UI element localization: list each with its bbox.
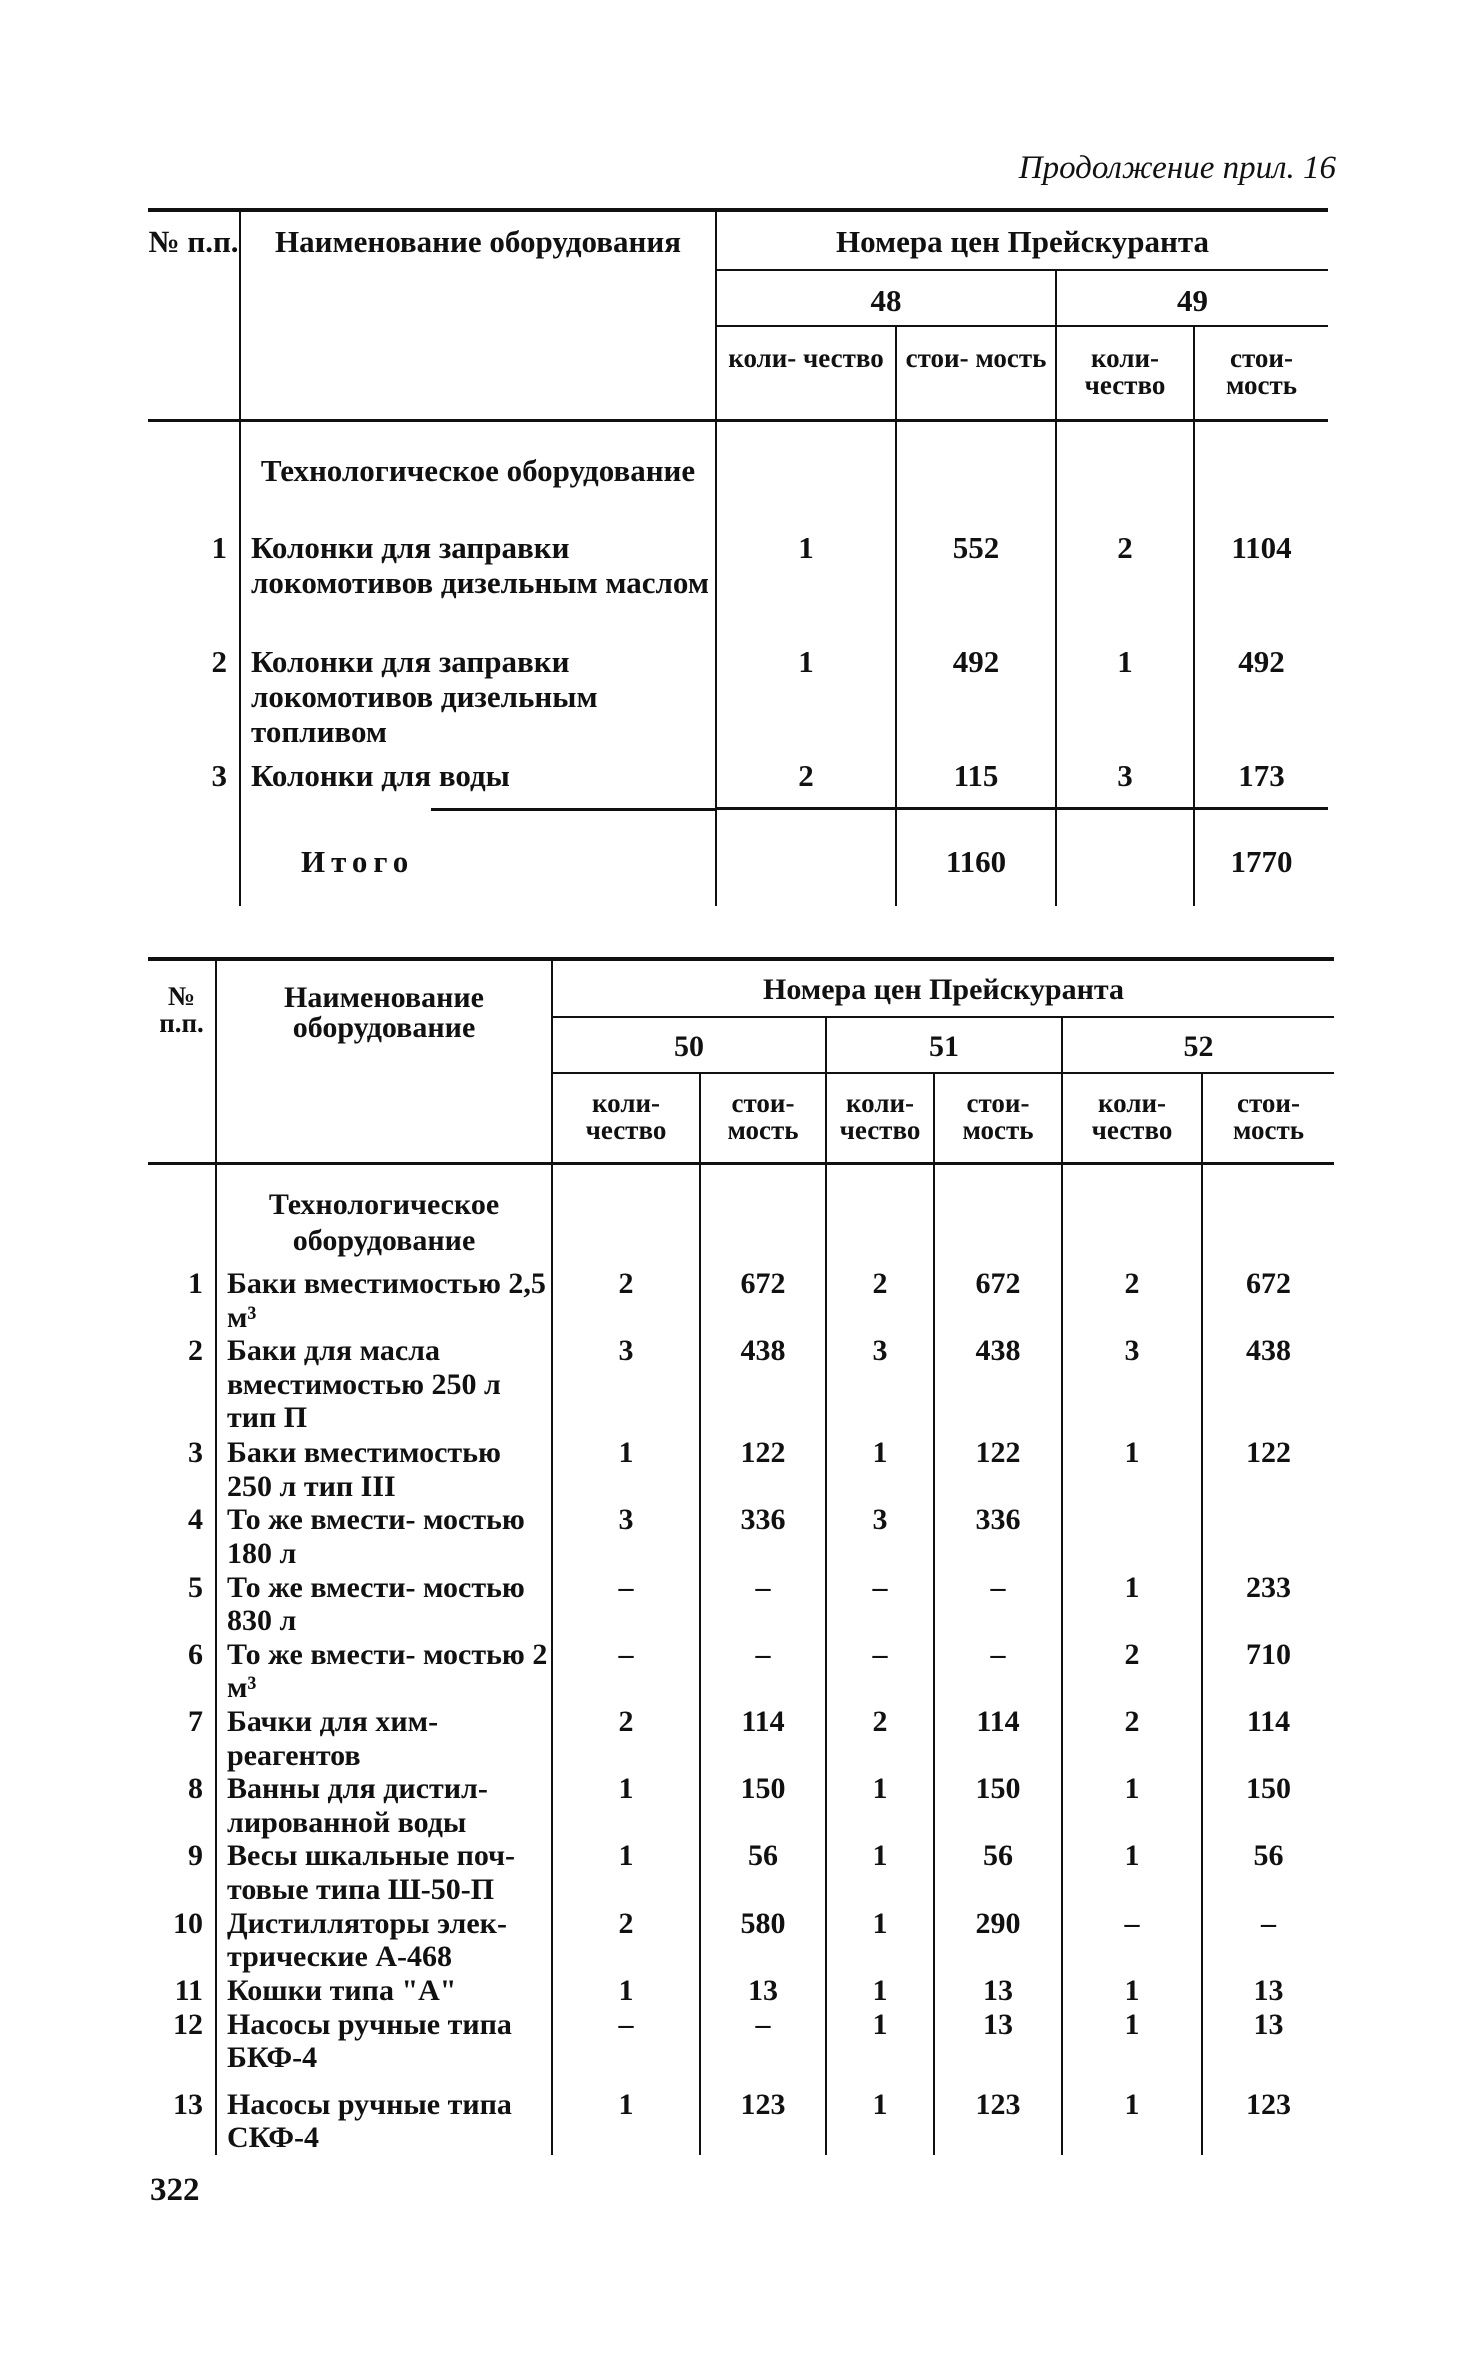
cell-value: –	[700, 1571, 826, 1638]
cell-value: 2	[552, 1907, 700, 1974]
cell-value: –	[552, 1638, 700, 1705]
table-row	[148, 1267, 1334, 1334]
equipment-name: То же вмести- мостью 2 м³	[216, 1638, 552, 1705]
cell-value: 3	[552, 1503, 700, 1570]
row-number: 4	[188, 1503, 203, 1537]
cell-value: 114	[700, 1705, 826, 1772]
cell-value: 710	[1202, 1638, 1334, 1705]
qty-header: коли- чество	[552, 1073, 700, 1163]
cost-header: стои- мость	[1202, 1073, 1334, 1163]
total-row	[148, 830, 1328, 906]
row-number: 9	[188, 1839, 203, 1873]
qty-header: коли- чество	[1056, 326, 1194, 420]
table-row	[148, 2008, 1334, 2088]
cell-value: 150	[700, 1772, 826, 1839]
cell-value: 336	[934, 1503, 1062, 1570]
cell-value: 438	[934, 1334, 1062, 1436]
cell-value: 173	[1194, 758, 1328, 808]
price-number-48: 48	[716, 270, 1056, 326]
cell-value: 1	[1062, 1839, 1202, 1906]
cell-value: 1	[826, 1772, 934, 1839]
cell-value: 2	[1062, 1638, 1202, 1705]
cell-value: 1	[1062, 1772, 1202, 1839]
row-number: 12	[173, 2007, 203, 2041]
cell-value: –	[552, 1571, 700, 1638]
table-row	[148, 1974, 1334, 2008]
cell-value: 672	[1202, 1267, 1334, 1334]
cell-value: 2	[1062, 1705, 1202, 1772]
cell-value: 1	[1062, 1571, 1202, 1638]
cell-value: 233	[1202, 1571, 1334, 1638]
qty-header: коли- чество	[1062, 1073, 1202, 1163]
cell-value: 1	[826, 1907, 934, 1974]
cell-value: 3	[1062, 1334, 1202, 1436]
cell-value: 2	[826, 1705, 934, 1772]
table-row	[148, 758, 1328, 808]
equipment-name: Дистилляторы элек- трические А-468	[216, 1907, 552, 1974]
total-value: 1160	[896, 830, 1056, 906]
cell-value: –	[934, 1571, 1062, 1638]
cell-value: 3	[1056, 758, 1194, 808]
table-row	[148, 1839, 1334, 1906]
cell-value: 115	[896, 758, 1056, 808]
cell-value: –	[826, 1571, 934, 1638]
cell-value: 492	[1194, 644, 1328, 758]
cell-value: 2	[552, 1705, 700, 1772]
section-title: Технологическое оборудование	[240, 420, 716, 530]
cell-value: 1	[552, 1974, 700, 2008]
cell-value: 122	[934, 1436, 1062, 1503]
equipment-name: Колонки для заправки локомотивов дизельным топливом	[240, 644, 716, 758]
table-row	[148, 644, 1328, 758]
cell-value: 114	[1202, 1705, 1334, 1772]
cell-value: 672	[934, 1267, 1062, 1334]
cell-value: 3	[552, 1334, 700, 1436]
table-row	[148, 1907, 1334, 1974]
equipment-name: Весы шкальные поч- товые типа Ш-50-П	[216, 1839, 552, 1906]
cell-value: 123	[700, 2088, 826, 2155]
cell-value: 13	[700, 1974, 826, 2008]
row-number: 5	[188, 1570, 203, 1604]
cell-value: 1	[1062, 2008, 1202, 2088]
row-number: 3	[188, 1436, 203, 1470]
price-group-header: Номера цен Прейскуранта	[552, 959, 1334, 1017]
table-row	[148, 1571, 1334, 1638]
cell-value: 3	[826, 1503, 934, 1570]
cell-value: 1	[826, 1436, 934, 1503]
equipment-name: Насосы ручные типа БКФ-4	[216, 2008, 552, 2088]
table-row	[148, 1705, 1334, 1772]
col-name-header: Наименование оборудование	[216, 959, 552, 1163]
cell-value: 1	[716, 530, 896, 644]
row-number: 2	[188, 1334, 203, 1368]
cell-value: 13	[934, 2008, 1062, 2088]
qty-header: коли- чество	[826, 1073, 934, 1163]
col-no-header: № п.п.	[148, 959, 216, 1163]
cell-value: 2	[826, 1267, 934, 1334]
total-value: 1770	[1194, 830, 1328, 906]
cell-value: –	[934, 1638, 1062, 1705]
table-row	[148, 1436, 1334, 1503]
table-row	[148, 530, 1328, 644]
row-number: 1	[211, 530, 227, 565]
cell-value: 123	[1202, 2088, 1334, 2155]
cell-value: 13	[1202, 2008, 1334, 2088]
cost-header: стои- мость	[934, 1073, 1062, 1163]
total-value	[1056, 830, 1194, 906]
cost-header: стои- мость	[896, 326, 1056, 420]
cell-value: 580	[700, 1907, 826, 1974]
cell-value: 150	[1202, 1772, 1334, 1839]
cell-value: 438	[1202, 1334, 1334, 1436]
equipment-name: Ванны для дистил- лированной воды	[216, 1772, 552, 1839]
total-label: Итого	[240, 830, 716, 906]
cell-value: 672	[700, 1267, 826, 1334]
equipment-name: То же вмести- мостью 180 л	[216, 1503, 552, 1570]
cell-value: 56	[1202, 1839, 1334, 1906]
price-number-52: 52	[1062, 1017, 1334, 1073]
equipment-name: Бачки для хим- реагентов	[216, 1705, 552, 1772]
cell-value: 13	[1202, 1974, 1334, 2008]
cell-value: 1	[826, 2008, 934, 2088]
total-value	[716, 830, 896, 906]
cell-value: 122	[700, 1436, 826, 1503]
row-number: 7	[188, 1704, 203, 1738]
equipment-name: Колонки для заправки локомотивов дизельным маслом	[240, 530, 716, 644]
cell-value: 1104	[1194, 530, 1328, 644]
price-group-header: Номера цен Прейскуранта	[716, 210, 1328, 270]
price-table-1	[148, 208, 1328, 906]
equipment-name: Колонки для воды	[240, 758, 716, 808]
equipment-name: Насосы ручные типа СКФ-4	[216, 2088, 552, 2155]
cost-header: стои- мость	[700, 1073, 826, 1163]
cell-value: 1	[1062, 2088, 1202, 2155]
cell-value: –	[826, 1638, 934, 1705]
row-number: 6	[188, 1637, 203, 1671]
cell-value: 1	[552, 1772, 700, 1839]
cost-header: стои- мость	[1194, 326, 1328, 420]
cell-value: 114	[934, 1705, 1062, 1772]
row-number: 13	[173, 2087, 203, 2121]
cell-value: 1	[1062, 1436, 1202, 1503]
cell-value: 1	[552, 2088, 700, 2155]
table-row	[148, 1772, 1334, 1839]
cell-value: 492	[896, 644, 1056, 758]
row-number: 8	[188, 1772, 203, 1806]
cell-value	[1062, 1503, 1202, 1570]
cell-value: 150	[934, 1772, 1062, 1839]
equipment-name: То же вмести- мостью 830 л	[216, 1571, 552, 1638]
cell-value: 2	[716, 758, 896, 808]
cell-value: 3	[826, 1334, 934, 1436]
row-number: 3	[211, 758, 227, 793]
table-row	[148, 1503, 1334, 1570]
cell-value: 336	[700, 1503, 826, 1570]
cell-value: 56	[700, 1839, 826, 1906]
equipment-name: Баки вместимостью 250 л тип III	[216, 1436, 552, 1503]
row-number: 2	[211, 644, 227, 679]
cell-value: 13	[934, 1974, 1062, 2008]
cell-value: 1	[1056, 644, 1194, 758]
price-table-2	[148, 957, 1334, 2155]
cell-value: –	[700, 2008, 826, 2088]
row-number: 10	[173, 1906, 203, 1940]
equipment-name: Баки для масла вместимостью 250 л тип П	[216, 1334, 552, 1436]
cell-value: 552	[896, 530, 1056, 644]
cell-value: 1	[826, 1839, 934, 1906]
qty-header: коли- чество	[716, 326, 896, 420]
row-number: 11	[174, 1973, 203, 2007]
col-name-header: Наименование оборудования	[240, 210, 716, 420]
col-no-header: № п.п.	[148, 210, 240, 420]
cell-value: –	[700, 1638, 826, 1705]
cell-value: –	[1062, 1907, 1202, 1974]
table-row	[148, 1638, 1334, 1705]
cell-value: –	[552, 2008, 700, 2088]
cell-value: 1	[552, 1436, 700, 1503]
cell-value: 123	[934, 2088, 1062, 2155]
cell-value: 1	[826, 1974, 934, 2008]
row-number: 1	[188, 1267, 203, 1300]
cell-value	[1202, 1503, 1334, 1570]
price-number-50: 50	[552, 1017, 826, 1073]
equipment-name: Баки вместимостью 2,5 м³	[216, 1267, 552, 1334]
cell-value: 2	[1062, 1267, 1202, 1334]
price-number-49: 49	[1056, 270, 1328, 326]
table-row	[148, 2088, 1334, 2155]
cell-value: 438	[700, 1334, 826, 1436]
price-number-51: 51	[826, 1017, 1062, 1073]
cell-value: 1	[1062, 1974, 1202, 2008]
cell-value: 290	[934, 1907, 1062, 1974]
table-row	[148, 1334, 1334, 1436]
cell-value: 1	[826, 2088, 934, 2155]
continuation-label: Продолжение прил. 16	[1018, 150, 1336, 186]
cell-value: 56	[934, 1839, 1062, 1906]
section-title: Технологическое оборудование	[216, 1163, 552, 1267]
page-number: 322	[150, 2172, 200, 2208]
cell-value: 2	[1056, 530, 1194, 644]
cell-value: 122	[1202, 1436, 1334, 1503]
cell-value: 1	[552, 1839, 700, 1906]
cell-value: 1	[716, 644, 896, 758]
cell-value: –	[1202, 1907, 1334, 1974]
equipment-name: Кошки типа "А"	[216, 1974, 552, 2008]
cell-value: 2	[552, 1267, 700, 1334]
